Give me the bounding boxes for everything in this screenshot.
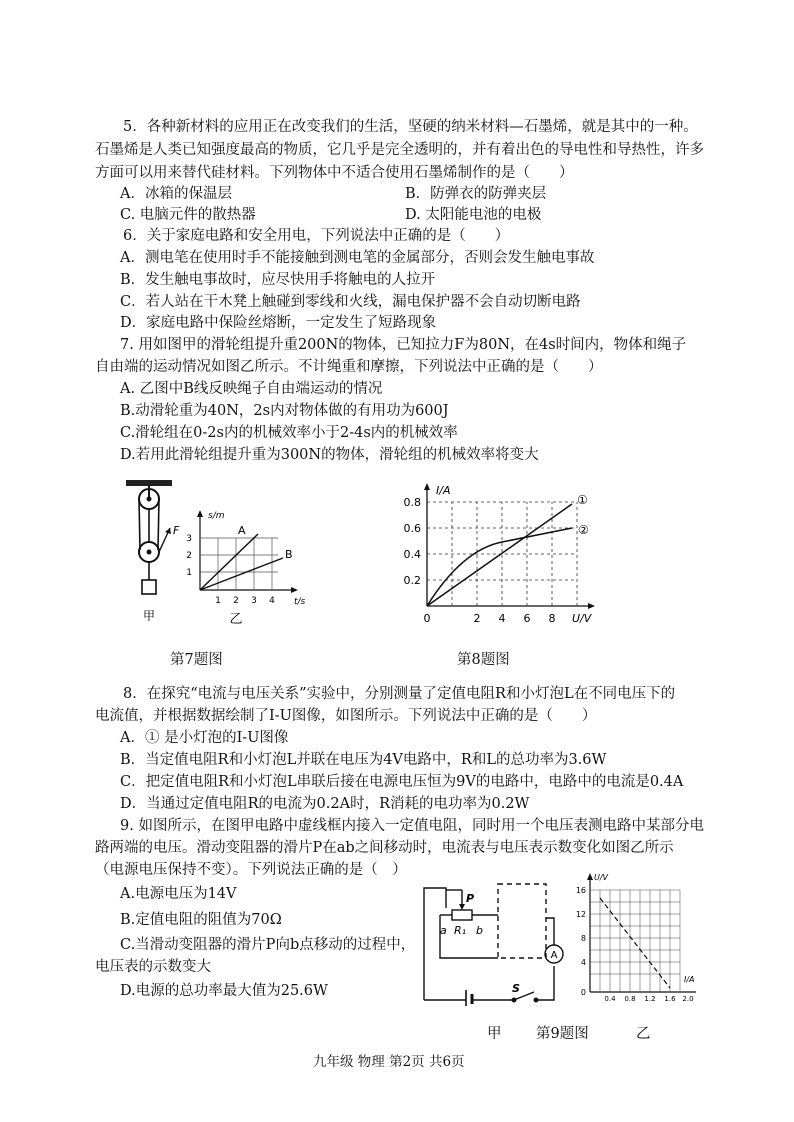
q9-stem-line-2: 路两端的电压。滑动变阻器的滑片P在ab之间移动时，电流表与电压表示数变化如图乙所示	[95, 840, 674, 856]
q6-option-b: B．发生触电事故时，应尽快用手将触电的人拉开	[120, 272, 436, 288]
xlabel: I/A	[684, 975, 695, 984]
xtick: 3	[251, 596, 257, 606]
switch-label: S	[512, 982, 520, 995]
ui-line	[600, 898, 670, 988]
q5-option-d: D. 太阳能电池的电极	[405, 207, 542, 223]
xtick: 2	[233, 596, 239, 606]
ytick: 0	[580, 988, 586, 997]
ytick: 4	[580, 958, 586, 967]
curve-1	[427, 504, 572, 606]
dashed-box	[498, 884, 546, 958]
q7-option-b: B.动滑轮重为40N，2s内对物体做的有用功为600J	[120, 403, 449, 419]
q9-option-c-line-1: C.当滑动变阻器的滑片P向b点移动的过程中，	[120, 937, 416, 953]
line-b	[200, 558, 283, 590]
ylabel: I/A	[436, 484, 451, 497]
ytick: 2	[186, 551, 192, 561]
q9-caption: 第9题图	[536, 1026, 589, 1042]
q7-st-graph	[186, 510, 305, 627]
curve-2	[427, 528, 572, 606]
q7-stem-line-1: 7. 用如图甲的滑轮组提升重200N的物体，已知拉力F为80N，在4s时间内，物体和绳子	[120, 337, 687, 353]
q9-option-a: A.电源电压为14V	[120, 886, 237, 902]
ytick: 8	[580, 934, 586, 943]
curve-2-label: ②	[578, 523, 589, 537]
q9-stem-line-1: 9. 如图所示，在图甲电路中虚线框内接入一定值电阻，同时用一个电压表测电路中某部分电	[120, 818, 704, 834]
force-label: F	[173, 524, 180, 537]
q9-ui-graph	[572, 870, 702, 1004]
q9-option-b: B.定值电阻的阻值为70Ω	[120, 912, 282, 928]
ylabel: s/m	[208, 511, 225, 521]
resistor-r1-label: R₁	[454, 924, 467, 937]
q5-stem-line-3: 方面可以用来替代硅材料。下列物体中不适合使用石墨烯制作的是（ ）	[95, 165, 574, 181]
slider-p-label: P	[466, 892, 475, 905]
ammeter-icon: A	[550, 950, 558, 961]
ytick: 16	[575, 886, 586, 895]
terminal-a-label: a	[440, 924, 447, 937]
q8-caption: 第8题图	[457, 652, 510, 668]
q7-figure	[118, 472, 308, 632]
weight-block	[142, 580, 156, 594]
xtick: 1.2	[644, 995, 656, 1003]
q5-option-c: C. 电脑元件的散热器	[120, 207, 256, 223]
xtick: 1.6	[664, 995, 676, 1003]
ylabel: U/V	[594, 873, 609, 882]
q6-option-a: A．测电笔在使用时手不能接触到测电笔的金属部分，否则会发生触电事故	[120, 250, 595, 266]
q8-option-b: B．当定值电阻R和小灯泡L并联在电压为4V电路中，R和L的总功率为3.6W	[120, 752, 607, 768]
q9-option-d: D.电源的总功率最大值为25.6W	[120, 983, 328, 999]
ytick: 0.6	[403, 522, 421, 535]
xtick: 0.8	[624, 995, 636, 1003]
ceiling-support	[126, 480, 172, 486]
line-a-label: A	[238, 524, 246, 537]
line-a	[200, 534, 258, 590]
xtick: 0	[423, 612, 431, 625]
q8-option-d: D．当通过定值电阻R的电流为0.2A时，R消耗的电功率为0.2W	[120, 796, 530, 812]
xtick: 2	[473, 612, 481, 625]
q7-option-d: D.若用此滑轮组提升重为300N的物体，滑轮组的机械效率将变大	[120, 447, 539, 463]
q9-stem-line-3: （电源电压保持不变）。下列说法正确的是（ ）	[95, 862, 407, 878]
xlabel: t/s	[294, 597, 306, 607]
xtick: 6	[523, 612, 531, 625]
q7-caption: 第7题图	[170, 652, 223, 668]
xtick: 2.0	[682, 995, 694, 1003]
q7-option-c: C.滑轮组在0-2s内的机械效率小于2-4s内的机械效率	[120, 425, 458, 441]
q6-option-c: C．若人站在干木凳上触碰到零线和火线，漏电保护器不会自动切断电路	[120, 294, 581, 310]
xlabel: U/V	[572, 612, 592, 625]
q9-label-yi: 乙	[636, 1026, 651, 1042]
xtick: 4	[269, 596, 275, 606]
q8-stem-line-1: 8．在探究“电流与电压关系”实验中，分别测量了定值电阻R和小灯泡L在不同电压下的	[123, 686, 676, 702]
xtick: 1	[215, 596, 221, 606]
q8-option-a: A．① 是小灯泡的I-U图像	[120, 730, 289, 746]
q9-label-jia: 甲	[487, 1026, 502, 1042]
ytick: 1	[186, 568, 192, 578]
q9-option-c-line-2: 电压表的示数变大	[95, 959, 211, 975]
q6-option-d: D．家庭电路中保险丝熔断，一定发生了短路现象	[120, 315, 437, 331]
ytick: 12	[575, 910, 586, 919]
q8-stem-line-2: 电流值，并根据数据绘制了I-U图像，如图所示。下列说法中正确的是（ ）	[95, 708, 597, 724]
line-b-label: B	[285, 548, 293, 561]
ytick: 3	[186, 534, 192, 544]
xtick: 4	[498, 612, 506, 625]
curve-1-label: ①	[577, 493, 588, 507]
xtick: 0.4	[604, 995, 616, 1003]
ytick: 0.4	[403, 548, 421, 561]
ytick: 0.8	[403, 496, 421, 509]
xtick: 8	[548, 612, 556, 625]
page-footer: 九年级 物理 第2页 共6页	[313, 1054, 465, 1070]
q7-option-a: A. 乙图中B线反映绳子自由端运动的情况	[120, 381, 383, 397]
slider-p-arrow	[459, 904, 465, 910]
ytick: 0.2	[403, 574, 421, 587]
q6-stem: 6．关于家庭电路和安全用电，下列说法中正确的是（ ）	[123, 228, 510, 244]
q7-label-jia: 甲	[142, 609, 156, 623]
q5-stem-line-1: 5．各种新材料的应用正在改变我们的生活，坚硬的纳米材料—石墨烯，就是其中的一种。	[123, 119, 698, 135]
q5-option-b: B．防弹衣的防弹夹层	[405, 186, 547, 202]
q7-label-yi: 乙	[229, 612, 243, 627]
q7-stem-line-2: 自由端的运动情况如图乙所示。不计绳重和摩擦，下列说法中正确的是（ ）	[95, 359, 603, 375]
q5-stem-line-2: 石墨烯是人类已知强度最高的物质，它几乎是完全透明的，并有着出色的导电性和导热性，许多	[95, 142, 704, 158]
q9-circuit	[418, 878, 578, 1006]
q5-option-a: A．冰箱的保温层	[120, 186, 232, 202]
terminal-b-label: b	[476, 924, 483, 937]
q8-figure	[392, 480, 608, 630]
q8-option-c: C．把定值电阻R和小灯泡L串联后接在电源电压恒为9V的电路中，电路中的电流是0.4A	[120, 774, 684, 790]
